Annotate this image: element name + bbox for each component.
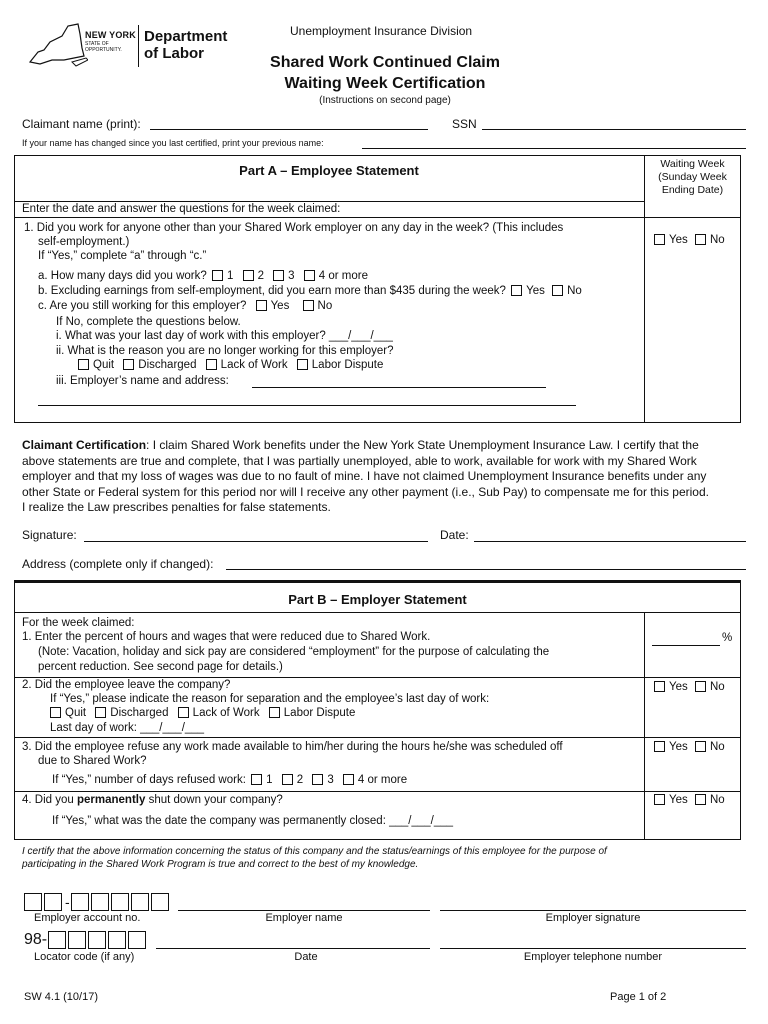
part-b-q1-line3: percent reduction. See second page for details.)	[38, 661, 283, 673]
b-q3-4-checkbox[interactable]	[343, 774, 354, 785]
q1-yes-checkbox[interactable]	[654, 234, 665, 245]
signature-field[interactable]	[84, 541, 428, 542]
employer-address-field-1[interactable]	[252, 387, 546, 388]
b-q2-no-checkbox[interactable]	[695, 681, 706, 692]
qa-1-checkbox[interactable]	[212, 270, 223, 281]
q1-yes-label: Yes	[669, 234, 688, 246]
logo-state-of: STATE OF	[85, 41, 109, 47]
address-field[interactable]	[226, 569, 746, 570]
part-a-q1-line3: If “Yes,” complete “a” through “c.”	[38, 250, 207, 262]
qa-4-checkbox[interactable]	[304, 270, 315, 281]
qa-3-checkbox[interactable]	[273, 270, 284, 281]
part-b-q2-line1: 2. Did the employee leave the company?	[22, 679, 231, 691]
percent-sign: %	[722, 632, 733, 644]
part-b-week: For the week claimed:	[22, 617, 135, 629]
form-id: SW 4.1 (10/17)	[24, 991, 98, 1003]
employer-account-label: Employer account no.	[34, 912, 141, 924]
employer-date-field[interactable]	[156, 948, 430, 949]
address-label: Address (complete only if changed):	[22, 557, 214, 571]
b-reason-dispute-checkbox[interactable]	[269, 707, 280, 718]
b-reason-discharged-checkbox[interactable]	[95, 707, 106, 718]
q1-no-checkbox[interactable]	[695, 234, 706, 245]
logo-opportunity: OPPORTUNITY.	[85, 47, 122, 53]
claimant-name-field[interactable]	[150, 129, 428, 130]
part-b-q1-line2: (Note: Vacation, holiday and sick pay are considered “employment” for the purpose of calculating the	[38, 646, 550, 658]
part-a-qc: c. Are you still working for this employer? Yes No	[38, 300, 333, 312]
part-b-q4-answer: Yes No	[652, 794, 725, 806]
b-q3-yes-checkbox[interactable]	[654, 741, 665, 752]
reason-lack-checkbox[interactable]	[206, 359, 217, 370]
part-b-q3-line1: 3. Did the employee refuse any work made available to him/her during the hours he/she was scheduled off	[22, 741, 563, 753]
previous-name-field[interactable]	[362, 148, 746, 149]
name-change-note: If your name has changed since you last certified, print your previous name:	[22, 138, 324, 148]
ssn-label: SSN	[452, 117, 477, 131]
part-a-qa: a. How many days did you work? 1 2 3 4 or more	[38, 270, 368, 282]
part-a-qb: b. Excluding earnings from self-employment, did you earn more than $435 during the week? Yes No	[38, 285, 582, 297]
part-a-reasons: Quit Discharged Lack of Work Labor Dispute	[76, 359, 383, 371]
claimant-name-label: Claimant name (print):	[22, 117, 141, 131]
part-a-qiii: iii. Employer’s name and address:	[56, 375, 229, 387]
waiting-week-header-3: Ending Date)	[661, 184, 724, 196]
qc-no-checkbox[interactable]	[303, 300, 314, 311]
part-a-title: Part A – Employee Statement	[239, 163, 419, 178]
date-label: Date:	[440, 528, 469, 542]
part-a-qi: i. What was your last day of work with this employer? ___/___/___	[56, 330, 393, 342]
part-b-q3-line3: If “Yes,” number of days refused work: 1 2 3 4 or more	[52, 774, 408, 786]
page-number: Page 1 of 2	[610, 991, 667, 1003]
qc-yes-checkbox[interactable]	[256, 300, 267, 311]
b-q4-yes-checkbox[interactable]	[654, 794, 665, 805]
part-b-q4-line1: 4. Did you permanently shut down your company?	[22, 794, 283, 806]
percent-field[interactable]	[652, 645, 720, 646]
date-field[interactable]	[474, 541, 746, 542]
ny-state-logo	[22, 22, 228, 72]
reason-dispute-checkbox[interactable]	[297, 359, 308, 370]
employer-name-field[interactable]	[178, 910, 430, 911]
signature-label: Signature:	[22, 528, 77, 542]
claimant-certification: Claimant Certification: I claim Shared Work benefits under the New York State Unemployment Insurance Law. I certify that the above statements are true and complete, that I was partially unemployed, able to work, available for work with my Shared Work employer and that my loss of wages was due to no fault of mine. I have not claimed Unemployment Insurance benefits under any other State or Federal system for this period nor will I receive any other payment (i.e., Sub Pay) to compensate me for this period. I realize the Law prescribes penalties for false statements.	[22, 438, 709, 514]
part-b-q3-line2: due to Shared Work?	[38, 755, 147, 767]
reason-quit-checkbox[interactable]	[78, 359, 89, 370]
b-q4-no-checkbox[interactable]	[695, 794, 706, 805]
division-title: Unemployment Insurance Division	[290, 24, 473, 38]
part-b-q2-line2: If “Yes,” please indicate the reason for separation and the employee’s last day of work:	[50, 693, 490, 705]
locator-code-boxes[interactable]: 98-	[24, 931, 148, 949]
part-a-if-no: If No, complete the questions below.	[56, 316, 241, 328]
ssn-field[interactable]	[482, 129, 746, 130]
employer-phone-label: Employer telephone number	[523, 951, 663, 963]
part-a-q1-line2: self-employment.)	[38, 236, 130, 248]
qb-no-checkbox[interactable]	[552, 285, 563, 296]
part-b-q3-answer: Yes No	[652, 741, 725, 753]
part-b-title: Part B – Employer Statement	[288, 592, 467, 607]
form-title-line2: Waiting Week Certification	[284, 75, 486, 92]
employer-certification: I certify that the above information concerning the status of this company and the status/earnings of this employee for the purpose of participating in the Shared Work Program is true and correct to the best of my knowledge.	[22, 846, 607, 870]
reason-discharged-checkbox[interactable]	[123, 359, 134, 370]
b-q3-3-checkbox[interactable]	[312, 774, 323, 785]
ny-state-map-icon	[22, 22, 88, 70]
employer-signature-field[interactable]	[440, 910, 746, 911]
instructions-note: (Instructions on second page)	[319, 95, 451, 106]
employer-signature-label: Employer signature	[545, 912, 641, 924]
waiting-week-header-2: (Sunday Week	[658, 171, 727, 183]
waiting-week-header-1: Waiting Week	[660, 158, 725, 170]
employer-phone-field[interactable]	[440, 948, 746, 949]
employer-name-label: Employer name	[265, 912, 343, 924]
b-reason-quit-checkbox[interactable]	[50, 707, 61, 718]
part-b-q1-line1: 1. Enter the percent of hours and wages that were reduced due to Shared Work.	[22, 631, 431, 643]
b-q3-1-checkbox[interactable]	[251, 774, 262, 785]
part-a-q1-line1: 1. Did you work for anyone other than your Shared Work employer on any day in the week? (This includes	[24, 222, 564, 234]
part-b-q4-line2: If “Yes,” what was the date the company was permanently closed: ___/___/___	[52, 815, 454, 827]
locator-code-label: Locator code (if any)	[34, 951, 135, 963]
logo-new-york: NEW YORK	[85, 30, 136, 40]
part-b-q2-reasons: Quit Discharged Lack of Work Labor Dispute	[48, 707, 355, 719]
b-q3-no-checkbox[interactable]	[695, 741, 706, 752]
logo-department: Department	[144, 28, 228, 45]
b-reason-lack-checkbox[interactable]	[178, 707, 189, 718]
b-q3-2-checkbox[interactable]	[282, 774, 293, 785]
logo-of-labor: of Labor	[144, 45, 204, 62]
qb-yes-checkbox[interactable]	[511, 285, 522, 296]
employer-address-field-2[interactable]	[38, 405, 576, 406]
part-a-intro: Enter the date and answer the questions for the week claimed:	[22, 203, 341, 215]
b-q2-yes-checkbox[interactable]	[654, 681, 665, 692]
qa-2-checkbox[interactable]	[243, 270, 254, 281]
part-b-q2-last-day: Last day of work: ___/___/___	[50, 722, 205, 734]
part-a-qii: ii. What is the reason you are no longer working for this employer?	[56, 345, 394, 357]
employer-account-boxes[interactable]: -	[24, 893, 171, 911]
form-title-line1: Shared Work Continued Claim	[270, 54, 500, 71]
q1-no-label: No	[709, 234, 725, 246]
employer-date-label: Date	[294, 951, 318, 963]
part-b-q2-answer: Yes No	[652, 681, 725, 693]
part-a-q1-answer	[652, 234, 725, 246]
